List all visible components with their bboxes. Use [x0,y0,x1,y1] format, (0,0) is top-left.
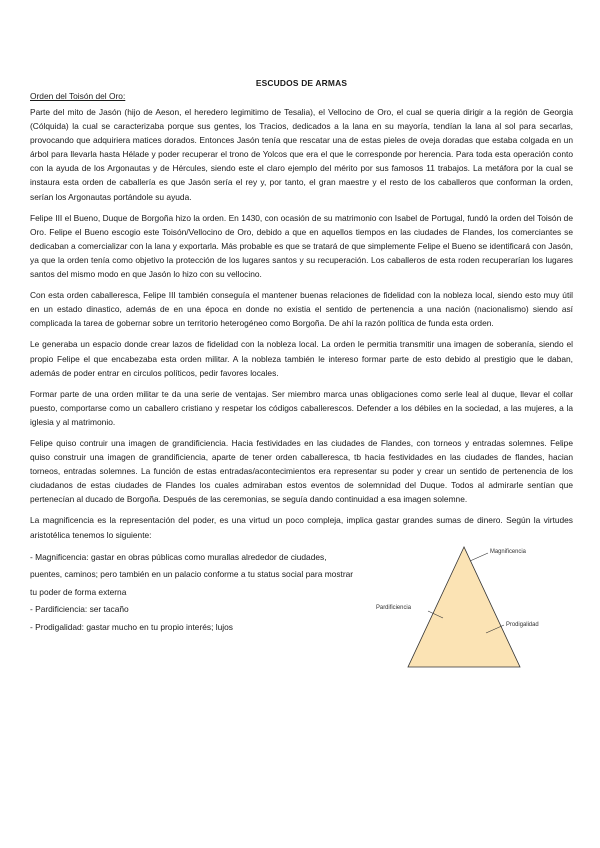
label-pardificiencia: Pardificiencia [376,603,411,611]
document-page [30,78,573,669]
list-item-pardificiencia: - Pardificiencia: ser tacaño [30,604,129,615]
document-title: ESCUDOS DE ARMAS [255,78,348,88]
section-heading [30,91,573,101]
section-heading-text: Orden del Toisón del Oro [30,91,123,101]
list-item-magnificencia: - Magnificencia: gastar en obras públicas como murallas alrededor de ciudades, puentes, caminos; pero también en un palacio conforme a tu status social para mostrar tu poder de forma externa [30,551,354,597]
paragraph-6: Felipe quiso contruir una imagen de grandificiencia. Hacia festividades en las ciudades de Flandes, con torneos y entradas solemnes. Felipe quiso construir una imagen de grandificiencia, aparte de tener orden caballeresca, tb hacia festividades en las ciudades de flandes, hacian torneos, entradas solemnes. La función de estas entradas/acontecimientos era representar su poder y crear un sentido de pertenencia de los ciudadanos de estas ciudades de Flandes los cuales admiraban estos eventos de solemnidad del Duque. Todos al admirarle sentían que pertenecían al ducado de Borgoña. Después de las ceremonias, se seguía dando continuidad a esa imagen solemne. [30,437,573,505]
label-magnificencia: Magnificencia [490,547,526,555]
paragraph-4: Le generaba un espacio donde crear lazos de fidelidad con la nobleza local. La orden le permitia transmitir una imagen de soberanía, siendo el propio Felipe el que encabezaba esta orden militar. A la nobleza también le intereso formar parte de esto debido al prestigio que le daban, además de poder entrar en circulos políticos, pedir favores locales. [30,339,573,378]
pointer-line-top [470,553,488,561]
paragraph-5: Formar parte de una orden militar te da una serie de ventajas. Ser miembro marca unas obligaciones como serle leal al duque, llevar el collar puesto, comportarse como un caballero cristiano y respetar los códigos caballerescos. Defender a los débiles en la sociedad, a las mujeres, a la iglesia y al matrimonio. [30,388,573,427]
virtues-section [30,549,573,669]
paragraph-1: Parte del mito de Jasón (hijo de Aeson, el heredero legimitimo de Tesalia), el Vellocino de Oro, el cual se queria dirigir a la región de Georgia (Cólquida) la cual se caracterizaba porque sus gentes, los Tracios, dedicados a la lana en su mayoría, tendían la lana al sol para secarlas, provocando que adquiriera matices dorados. Entonces Jasón tenía que rescatar una de estas pieles de oveja doradas que estaba colgada en un árbol para llevarla hasta Hélade y poder recuperar el trono de Yolcos que era el que le corresponde por herencia. Para toda esta operación conto con la ayuda de los Argonautas y de Hércules, siendo este el claro ejemplo del mérito por sus famosos 11 trabajos. La metáfora por la cual se instaura esta orden de caballería es que Jasón sería el rey y, por tanto, el gran maestre y el resto de los caballeros que conforman la orden, serían los Argonautas portándole su ayuda. [30,107,573,202]
section-heading-colon: : [122,91,126,101]
virtue-triangle-diagram [360,539,580,679]
list-item-prodigalidad: - Prodigalidad: gastar mucho en tu propio interés; lujos [30,621,233,632]
label-prodigalidad: Prodigalidad [506,620,539,628]
triangle-shape [408,547,520,667]
paragraph-2: Felipe III el Bueno, Duque de Borgoña hizo la orden. En 1430, con ocasión de su matrimonio con Isabel de Portugal, fundó la orden del Toisón de Oro. Felipe el Bueno escogio este Toisón/Vellocino de Oro, debido a que en aquellos tiempos en las ciudades de Flandes, los comerciantes se dedicaban a comercializar con la lana y exportarla. Más probable es que se tratará de que simplemente Felipe el Bueno se identificará con Jasón, ya que la orden tenía como objetivo la protección de los lugares santos y su recuperación. Los caballeros de esta roden recuperarían los lugares santos del mismo modo en que Jasón lo hizo con su vellocino. [30,212,573,280]
paragraph-7: La magnificencia es la representación del poder, es una virtud un poco compleja, implica gastar grandes sumas de dinero. Según la virtudes aristotélica tenemos lo siguiente: [30,515,573,540]
virtues-list [30,549,360,637]
paragraph-3: Con esta orden caballeresca, Felipe III también conseguía el mantener buenas relaciones de fidelidad con la nobleza local, siendo esto muy útil en un estado dinastico, además de en una época en donde no existia el sentido de pertenencia a una nación (nacionalismo) siendo así complicada la tarea de gobernar sobre un territorio heterogéneo como Borgoña. De ahí la razón política de funda esta orden. [30,290,573,329]
